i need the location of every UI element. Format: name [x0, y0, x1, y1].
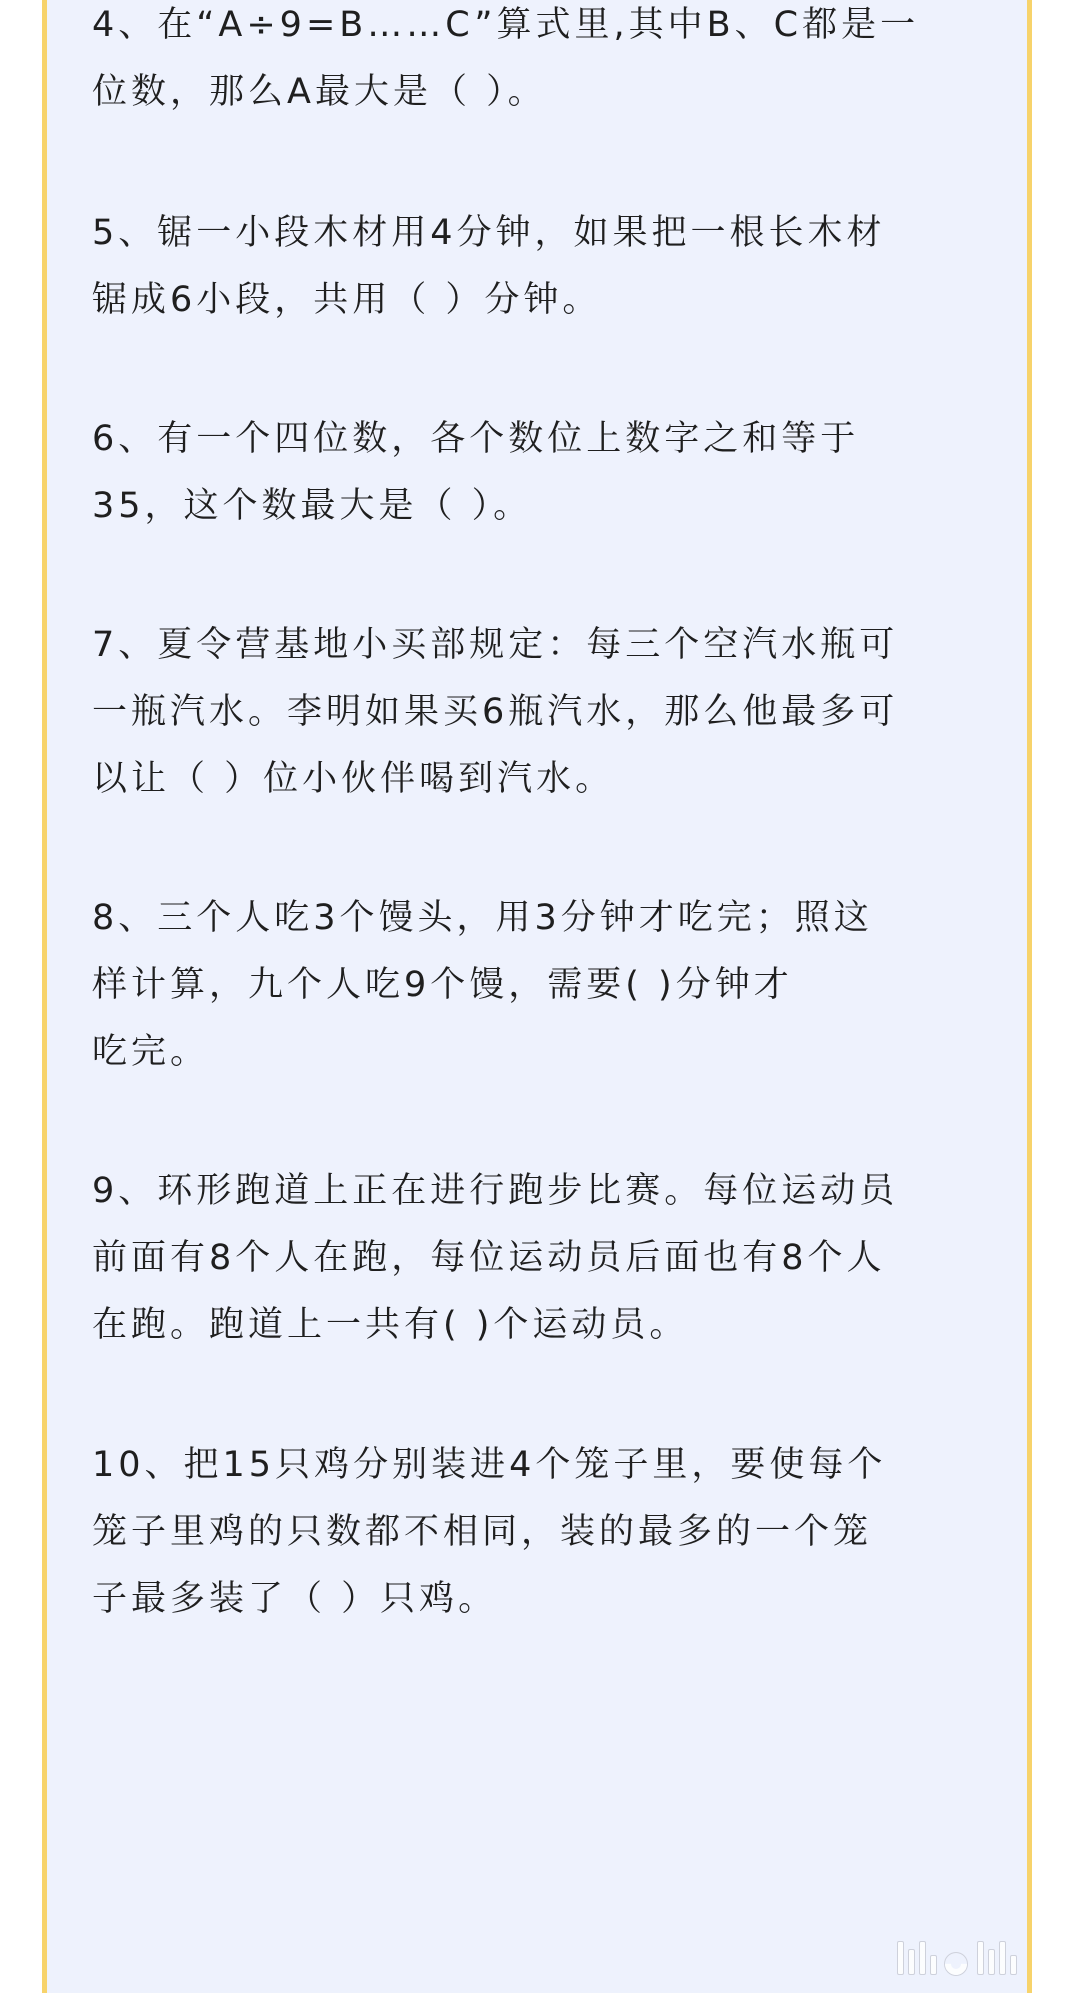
question-line: 一瓶汽水。李明如果买6瓶汽水，那么他最多可	[92, 692, 899, 732]
question-line: 6、有一个四位数，各个数位上数字之和等于	[92, 419, 860, 459]
question-line: 5、锯一小段木材用4分钟，如果把一根长木材	[92, 213, 886, 253]
question-line: 样计算，九个人吃9个馒，需要( )分钟才	[92, 965, 793, 1005]
question-line: 9、环形跑道上正在进行跑步比赛。每位运动员	[92, 1171, 899, 1211]
question-line: 位数，那么A最大是（ ）。	[92, 72, 547, 112]
question-7	[92, 612, 992, 813]
question-6	[92, 406, 992, 540]
question-10	[92, 1432, 992, 1633]
platform-watermark-icon	[897, 1941, 1017, 1975]
question-line: 子最多装了（ ）只鸡。	[92, 1579, 498, 1619]
question-line: 锯成6小段，共用（ ）分钟。	[92, 280, 602, 320]
question-9	[92, 1158, 992, 1359]
question-line: 在跑。跑道上一共有( )个运动员。	[92, 1305, 689, 1345]
question-line: 吃完。	[92, 1032, 210, 1072]
question-5	[92, 200, 992, 334]
question-line: 以让（ ）位小伙伴喝到汽水。	[92, 759, 615, 799]
question-4	[92, 0, 992, 126]
question-line: 10、把15只鸡分别装进4个笼子里，要使每个	[92, 1445, 887, 1485]
question-line: 笼子里鸡的只数都不相同，装的最多的一个笼	[92, 1512, 873, 1552]
question-line: 8、三个人吃3个馒头，用3分钟才吃完；照这	[92, 898, 873, 938]
question-line: 35，这个数最大是（ ）。	[92, 486, 533, 526]
question-8	[92, 885, 992, 1086]
question-line: 7、夏令营基地小买部规定：每三个空汽水瓶可	[92, 625, 899, 665]
question-line: 前面有8个人在跑，每位运动员后面也有8个人	[92, 1238, 886, 1278]
question-line: 4、在“A÷9=B……C”算式里,其中B、C都是一	[92, 5, 920, 45]
